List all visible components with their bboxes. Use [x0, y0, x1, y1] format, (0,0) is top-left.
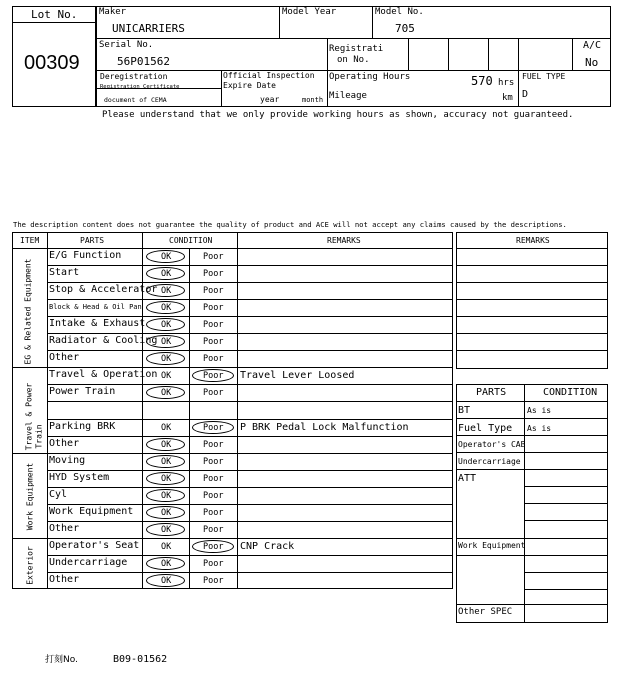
- row-part-name: Other: [49, 352, 80, 364]
- ok-selected-circle: [146, 506, 185, 519]
- ok-selected-circle: [146, 557, 185, 570]
- registration-label: Registrati: [329, 44, 384, 54]
- poor-option: Poor: [203, 422, 224, 433]
- poor-option: Poor: [203, 473, 224, 484]
- ok-option: OK: [161, 320, 172, 331]
- ac-value: No: [585, 56, 599, 69]
- group-label-work-equipment: Work Equipment: [25, 462, 35, 531]
- poor-option: Poor: [203, 524, 224, 535]
- serial-label: Serial No.: [99, 40, 154, 50]
- row-part-name: Moving: [49, 454, 86, 466]
- registration-certificate-label: Registration Certificate: [100, 84, 180, 90]
- year-label: year: [260, 95, 280, 104]
- hours-accuracy-note: Please understand that we only provide working hours as shown, accuracy not guaranteed.: [102, 110, 574, 120]
- row-remark: Travel Lever Loosed: [240, 370, 355, 382]
- ok-selected-circle: [146, 438, 185, 451]
- ok-option: OK: [161, 575, 172, 586]
- row-part-name: Travel & Operation: [49, 369, 158, 381]
- model-year-label: Model Year: [282, 7, 337, 17]
- row-part-name: E/G Function: [49, 250, 122, 261]
- lot-label: Lot No.: [31, 8, 78, 21]
- right-part-condition: As is: [527, 424, 552, 433]
- right-part-name: Operator's CAB: [458, 440, 526, 449]
- poor-option: Poor: [203, 541, 224, 552]
- right-part-name: Fuel Type: [458, 423, 513, 434]
- other-spec-label: Other SPEC: [458, 607, 513, 617]
- col-header-condition: CONDITION: [169, 236, 213, 245]
- deregistration-label: Deregistration: [100, 72, 168, 81]
- row-part-name: Start: [49, 267, 80, 279]
- ok-selected-circle: [146, 489, 185, 502]
- ok-selected-circle: [146, 250, 185, 263]
- poor-option: Poor: [203, 303, 224, 314]
- poor-option: Poor: [203, 439, 224, 450]
- stamp-number-value: B09-01562: [113, 654, 168, 665]
- ok-option: OK: [161, 558, 172, 569]
- stamp-number-label: 打刻No.: [45, 655, 78, 665]
- ok-option: OK: [161, 269, 172, 280]
- ok-selected-circle: [146, 472, 185, 485]
- row-remark: CNP Crack: [240, 540, 295, 552]
- km-label: km: [502, 93, 513, 103]
- row-part-name: Intake & Exhaust: [49, 318, 146, 330]
- row-part-name: Other: [49, 437, 80, 449]
- maker-value: UNICARRIERS: [112, 22, 185, 35]
- ok-selected-circle: [146, 284, 185, 297]
- operating-hours-value: 570: [471, 74, 493, 88]
- row-part-name: Operator's Seat: [49, 539, 140, 551]
- right-part-name: ATT: [458, 473, 477, 484]
- poor-option: Poor: [203, 252, 224, 262]
- row-part-name: HYD System: [49, 471, 110, 483]
- col-header-item: ITEM: [20, 236, 40, 245]
- ok-option: OK: [161, 490, 172, 501]
- ok-selected-circle: [146, 574, 185, 587]
- poor-option: Poor: [203, 575, 224, 586]
- poor-option: Poor: [203, 269, 224, 280]
- row-part-name: Block & Head & Oil Pan: [49, 303, 142, 312]
- poor-option: Poor: [203, 456, 224, 467]
- fuel-type-value: D: [522, 89, 529, 100]
- row-part-name: Other: [49, 573, 80, 585]
- poor-option: Poor: [203, 490, 224, 501]
- ok-option: OK: [161, 252, 172, 262]
- poor-selected-circle: [192, 540, 234, 553]
- poor-option: Poor: [203, 337, 224, 348]
- row-part-name: Undercarriage: [49, 556, 128, 568]
- ok-option: OK: [161, 388, 172, 399]
- maker-label: Maker: [99, 7, 127, 17]
- ok-selected-circle: [146, 455, 185, 468]
- model-no-value: 705: [395, 22, 415, 35]
- ok-option: OK: [161, 456, 172, 467]
- ac-label: A/C: [583, 40, 602, 51]
- work-equipment-label: Work Equipment: [458, 541, 526, 550]
- group-label-travel-power-train: Train: [34, 424, 44, 449]
- row-remark: P BRK Pedal Lock Malfunction: [240, 421, 409, 433]
- document-cema-label: document of CEMA: [104, 96, 167, 104]
- group-label-exterior: Exterior: [25, 546, 35, 585]
- lot-number: 00309: [24, 52, 80, 74]
- ok-option: OK: [161, 541, 172, 552]
- fuel-type-label: FUEL TYPE: [522, 72, 566, 81]
- poor-option: Poor: [203, 558, 224, 569]
- ok-option: OK: [161, 439, 172, 450]
- poor-option: Poor: [203, 507, 224, 518]
- ok-selected-circle: [146, 523, 185, 536]
- ok-option: OK: [161, 524, 172, 535]
- serial-value: 56P01562: [117, 55, 170, 68]
- ok-option: OK: [161, 473, 172, 484]
- row-part-name: Power Train: [49, 386, 116, 398]
- poor-selected-circle: [192, 421, 234, 434]
- hrs-label: hrs: [498, 78, 515, 88]
- ok-option: OK: [161, 507, 172, 518]
- row-part-name: Parking BRK: [49, 420, 116, 432]
- ok-selected-circle: [146, 267, 185, 280]
- row-part-name: Cyl: [49, 488, 68, 500]
- operating-hours-label: Operating Hours: [329, 72, 411, 82]
- disclaimer-text: The description content does not guarantee the quality of product and ACE will not accept any claims caused by the descriptions.: [13, 220, 567, 229]
- poor-option: Poor: [203, 388, 224, 399]
- group-label-eg-related: EG & Related Equipment: [23, 258, 33, 365]
- right-remarks-frame: [456, 232, 608, 369]
- row-part-name: Stop & Accelerator: [49, 284, 158, 296]
- mileage-label: Mileage: [329, 91, 367, 101]
- expire-date-label: Expire Date: [223, 81, 276, 90]
- month-label: month: [302, 96, 324, 104]
- ok-option: OK: [161, 286, 172, 297]
- model-no-label: Model No.: [375, 7, 424, 17]
- group-label-travel-power: Travel & Power: [24, 382, 34, 451]
- row-part-name: Radiator & Cooling: [49, 335, 158, 347]
- ok-option: OK: [161, 371, 172, 382]
- ok-option: OK: [161, 354, 172, 365]
- right-col-header-condition: CONDITION: [543, 387, 598, 398]
- poor-option: Poor: [203, 320, 224, 331]
- poor-option: Poor: [203, 286, 224, 297]
- col-header-parts: PARTS: [80, 236, 105, 245]
- poor-option: Poor: [203, 354, 224, 365]
- right-part-condition: As is: [527, 406, 552, 415]
- ok-option: OK: [161, 422, 172, 433]
- ok-option: OK: [161, 303, 172, 314]
- right-part-name: BT: [458, 405, 471, 416]
- col-header-remarks: REMARKS: [327, 236, 361, 245]
- right-part-name: Undercarriage: [458, 457, 521, 466]
- row-part-name: Work Equipment: [49, 505, 134, 517]
- ok-option: OK: [161, 337, 172, 348]
- official-inspection-label: Official Inspection: [223, 71, 315, 80]
- poor-option: Poor: [203, 371, 224, 382]
- row-part-name: Other: [49, 522, 80, 534]
- registration-label-2: on No.: [337, 55, 370, 65]
- right-remarks-header: REMARKS: [516, 236, 550, 245]
- right-col-header-parts: PARTS: [476, 387, 507, 398]
